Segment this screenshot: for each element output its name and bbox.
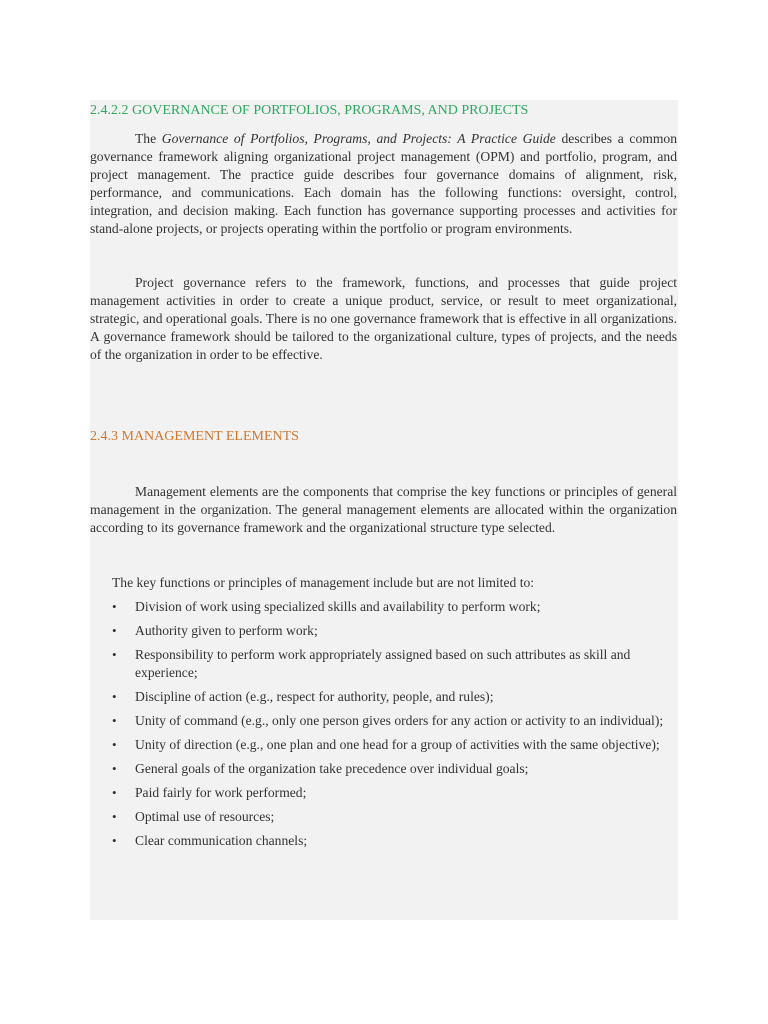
bullet-icon: • — [112, 761, 117, 776]
list-item — [90, 598, 665, 616]
list-item — [90, 688, 665, 706]
section-heading-243: 2.4.3 MANAGEMENT ELEMENTS — [90, 429, 299, 444]
list-item-text: Paid fairly for work performed; — [135, 785, 307, 800]
paragraph-project-governance: Project governance refers to the framework, functions, and processes that guide project management activities in order to create a unique product, service, or result to meet organizational, strategic, and operational goals. There is no one governance framework that is effective in all organizations. A governance framework should be tailored to the organizational culture, types of projects, and the needs of the organization in order to be effective. — [90, 275, 677, 362]
list-item — [90, 808, 665, 826]
list-item — [90, 736, 665, 754]
bullet-icon: • — [112, 809, 117, 824]
bullet-icon: • — [112, 647, 117, 662]
list-item — [90, 712, 665, 730]
list-item — [90, 646, 665, 682]
bullet-icon: • — [112, 599, 117, 614]
paragraph-practice-guide — [90, 130, 677, 238]
list-item-text: Optimal use of resources; — [135, 809, 275, 824]
list-item-text: Division of work using specialized skills and availability to perform work; — [135, 599, 541, 614]
list-item-text: Unity of command (e.g., only one person gives orders for any action or activity to an individual); — [135, 713, 664, 728]
list-item-text: General goals of the organization take precedence over individual goals; — [135, 761, 529, 776]
bullet-icon: • — [112, 623, 117, 638]
list-item — [90, 784, 665, 802]
list-item — [90, 622, 665, 640]
list-item — [90, 832, 665, 850]
list-item-text: Discipline of action (e.g., respect for authority, people, and rules); — [135, 689, 494, 704]
list-item-text: Authority given to perform work; — [135, 623, 318, 638]
paragraph-lead: The — [135, 131, 162, 146]
paragraph-management-elements: Management elements are the components that comprise the key functions or principles of general management in the organization. The general management elements are allocated within the organization according to its governance framework and the organizational structure type selected. — [90, 484, 677, 535]
document-content — [90, 102, 677, 856]
list-item-text: Clear communication channels; — [135, 833, 308, 848]
list-item-text: Unity of direction (e.g., one plan and one head for a group of activities with the same objective); — [135, 737, 660, 752]
management-principles-list — [90, 598, 677, 850]
list-item — [90, 760, 665, 778]
bullet-icon: • — [112, 713, 117, 728]
paragraph-rest: describes a common governance framework aligning organizational project management (OPM) and portfolio, program, and project management. The practice guide describes four governance domains of alignment, risk, performance, and communications. Each domain has the following functions: oversight, control, integration, and decision making. Each function has governance supporting processes and activities for stand-alone projects, or projects operating within the portfolio or program environments. — [90, 131, 677, 236]
bullet-icon: • — [112, 737, 117, 752]
practice-guide-title: Governance of Portfolios, Programs, and Projects: A Practice Guide — [161, 131, 556, 146]
bullet-icon: • — [112, 785, 117, 800]
section-heading-2422: 2.4.2.2 GOVERNANCE OF PORTFOLIOS, PROGRAMS, AND PROJECTS — [90, 103, 529, 118]
list-item-text: Responsibility to perform work appropriately assigned based on such attributes as skill and experience; — [135, 647, 631, 680]
bullet-icon: • — [112, 833, 117, 848]
bullet-icon: • — [112, 689, 117, 704]
list-intro: The key functions or principles of management include but are not limited to: — [112, 575, 535, 590]
